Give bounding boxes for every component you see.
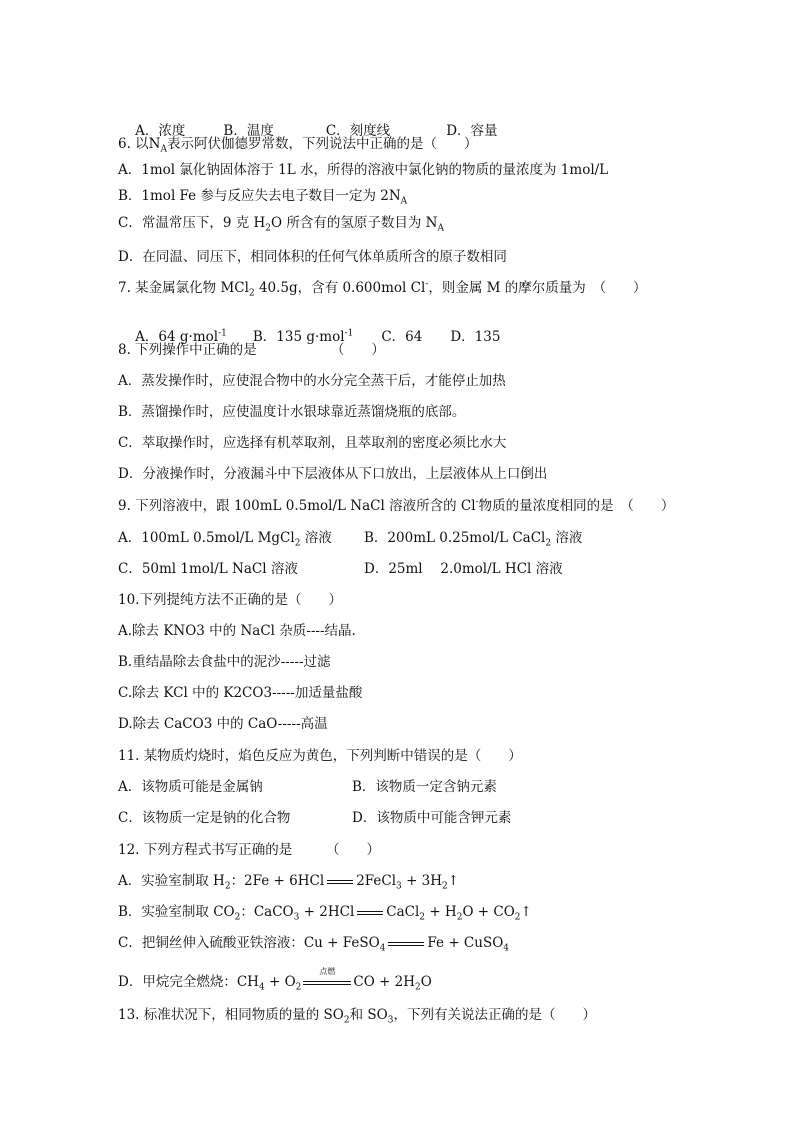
q12-b-sub2: 3 [293,912,300,923]
reaction-condition-arrow-icon [303,966,351,990]
q12-a-arrow: ↑ [447,873,460,889]
q6-option-a: A．1mol 氯化钠固体溶于 1L 水，所得的溶液中氯化钠的物质的量浓度为 1mol/L [118,162,609,178]
q12-a-text-4: + 3H [401,873,443,889]
equals-sign-icon [388,939,424,949]
q7-stem [118,279,647,297]
q6-stem-text-2: 表示阿伏伽德罗常数，下列说法中正确的是（ ） [166,136,478,152]
q9-stem-text-2: 物质的量浓度相同的是 （ ） [478,498,675,514]
q12-option-a [118,872,459,890]
q7-stem-text: 7. 某金属氯化物 MCl [118,280,249,296]
q12-b-sub3: 2 [419,912,426,923]
q6-b-text: B．1mol Fe 参与反应失去电子数目一定为 2N [118,188,401,204]
q7-b-sup: -1 [344,328,354,339]
q11-option-b: B．该物质一定含钠元素 [352,779,497,795]
q12-d-sub3: 2 [415,982,421,993]
q9-option-a [118,529,332,547]
q12-b-sub4: 2 [456,912,463,923]
q12-b-sub1: 2 [234,912,241,923]
q12-option-b [118,903,532,921]
q8-option-a: A．蒸发操作时，应使混合物中的水分完全蒸干后，才能停止加热 [118,373,506,389]
q9-stem-sup: - [475,497,479,508]
q5-option-a: A．浓度 [135,123,186,139]
q7-a-sup: -1 [218,328,227,339]
q10-option-c: C.除去 KCl 中的 K2CO3-----加适量盐酸 [118,685,363,701]
q9-b-text: B．200mL 0.25mol/L CaCl [364,530,546,546]
q6-option-b [118,187,407,205]
q12-option-d [118,966,432,993]
q9-a-sub: 2 [294,538,301,549]
equals-sign-icon [327,877,353,887]
q13-sub1: 2 [343,1015,350,1026]
q11-option-d: D．该物质中可能含钾元素 [352,810,512,826]
q9-option-c: C．50ml 1mol/L NaCl 溶液 [118,561,298,577]
q12-b-text-3: + 2HCl [299,904,355,920]
q13-stem-text-2: 和 SO [349,1007,388,1023]
q9-option-d: D．25ml 2.0mol/L HCl 溶液 [364,561,563,577]
q11-option-a: A．该物质可能是金属钠 [118,779,263,795]
q12-b-text-4: CaCl [386,904,420,920]
q12-c-sub1: 4 [379,943,386,954]
q10-stem: 10.下列提纯方法不正确的是（ ） [118,592,342,608]
q6-option-c [118,214,444,232]
q11-option-c: C．该物质一定是钠的化合物 [118,810,291,826]
q11-stem: 11. 某物质灼烧时，焰色反应为黄色，下列判断中错误的是（ ） [118,748,522,764]
q10-option-a: A.除去 KNO3 中的 NaCl 杂质----结晶. [118,623,356,639]
q9-b-text-2: 溶液 [551,530,583,546]
q6-stem [118,135,477,153]
q12-b-text-5: + H [425,904,457,920]
q12-a-sub1: 2 [224,881,231,892]
q8-option-c: C．萃取操作时，应选择有机萃取剂，且萃取剂的密度必须比水大 [118,435,507,451]
q12-b-text: B．实验室制取 CO [118,904,235,920]
q7-option-c: C．64 [381,329,423,345]
q12-a-text-2: ：2Fe + 6HCl [230,873,325,889]
q13-stem-text-3: ，下列有关说法正确的是（ ） [393,1007,596,1023]
q5-option-d: D．容量 [446,123,498,139]
q13-stem [118,1006,596,1024]
q6-c-sub2: A [437,223,444,234]
q6-c-sub1: 2 [265,223,272,234]
q9-b-sub: 2 [545,538,552,549]
q6-stem-text: 6. 以N [118,136,161,152]
q13-sub2: 3 [387,1015,394,1026]
q12-d-sub1: 4 [258,982,265,993]
q12-b-text-6: O + CO [462,904,515,920]
q12-a-sub3: 2 [442,881,448,892]
q5-option-c: C．刻度线 [325,123,391,139]
q12-d-text-4: O [420,974,432,990]
q6-stem-sub: A [160,144,167,155]
q7-a-text: A．64 g·mol [135,329,219,345]
q7-option-d: D．135 [450,329,501,345]
q12-c-text-2: Fe + CuSO [427,935,504,951]
q12-a-sub2: 3 [396,881,402,892]
q12-a-text-3: 2FeCl [356,873,397,889]
q6-b-sub: A [400,196,408,207]
equals-sign-icon [357,908,383,918]
q7-stem-text-3: ，则金属 M 的摩尔质量为 （ ） [428,280,647,296]
q12-c-sub2: 4 [503,943,510,954]
q8-option-d: D．分液操作时，分液漏斗中下层液体从下口放出，上层液体从上口倒出 [118,466,548,482]
q10-option-b: B.重结晶除去食盐中的泥沙-----过滤 [118,654,331,670]
q12-b-sub5: 2 [514,912,521,923]
q9-stem [118,497,674,515]
q5-option-b: B．温度 [223,123,274,139]
q6-option-d: D．在同温、同压下，相同体积的任何气体单质所含的原子数相同 [118,249,507,265]
q9-a-text-2: 溶液 [300,530,332,546]
q12-d-text-3: CO + 2H [353,974,416,990]
q12-d-sub2: 2 [295,982,302,993]
q9-stem-text: 9. 下列溶液中，跟 100mL 0.5mol/L NaCl 溶液所含的 Cl [118,498,476,514]
q10-option-d: D.除去 CaCO3 中的 CaO-----高温 [118,716,328,732]
q12-option-c [118,934,509,952]
q7-stem-text-2: 40.5g，含有 0.600mol Cl [254,280,426,296]
q9-option-b [364,529,582,547]
q7-stem-sup: - [425,279,429,290]
q12-d-text-2: + O [264,974,296,990]
q12-c-text: C．把铜丝伸入硫酸亚铁溶液：Cu + FeSO [118,935,380,951]
q12-stem: 12. 下列方程式书写正确的是 （ ） [118,842,381,858]
q12-d-text: D．甲烷完全燃烧：CH [118,974,259,990]
q13-stem-text: 13. 标准状况下，相同物质的量的 SO [118,1007,344,1023]
q8-stem: 8. 下列操作中正确的是 （ ） [118,342,385,358]
q7-stem-sub: 2 [248,288,255,299]
q8-option-b: B．蒸馏操作时，应使温度计水银球靠近蒸馏烧瓶的底部。 [118,404,466,420]
q12-b-arrow: ↑ [520,904,532,920]
q6-c-text: C．常温常压下，9 克 H [118,215,266,231]
reaction-condition-label: 点燃 [319,966,336,976]
q6-c-text-2: O 所含有的氢原子数目为 N [271,215,438,231]
q9-a-text: A．100mL 0.5mol/L MgCl [118,530,295,546]
q12-a-text: A．实验室制取 H [118,873,225,889]
q7-b-text: B．135 g·mol [252,329,345,345]
q12-b-text-2: ：CaCO [240,904,294,920]
